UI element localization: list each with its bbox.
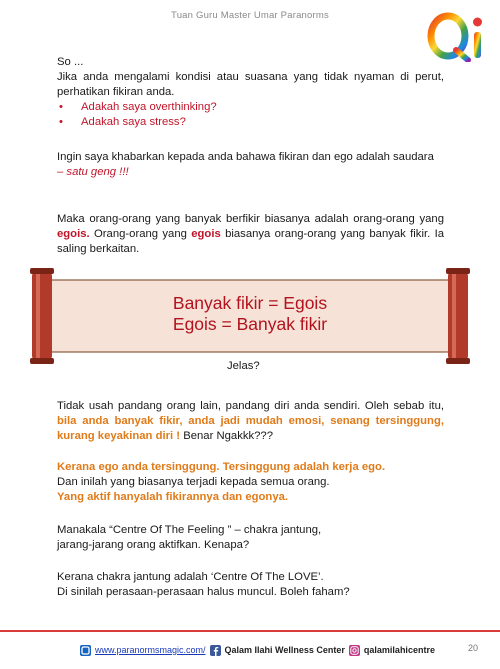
facebook-label[interactable]: Qalam Ilahi Wellness Center <box>224 645 345 655</box>
love-block <box>57 570 444 600</box>
instagram-label[interactable]: qalamilahicentre <box>363 645 435 655</box>
ego-line-1: Kerana ego anda tersinggung. Tersinggung adalah kerja ego. <box>57 461 386 473</box>
facebook-icon <box>210 645 221 656</box>
satu-geng-text: – satu geng !!! <box>57 166 129 178</box>
instagram-icon <box>349 645 360 656</box>
bullet-item: • Adakah saya overthinking? <box>59 101 217 113</box>
bullet-list <box>57 100 444 130</box>
ego-line-2: Dan inilah yang biasanya terjadi kepada semua orang. <box>57 476 330 488</box>
egois-emph: egois. <box>57 228 90 240</box>
footer-rule <box>0 630 500 632</box>
page-number: 20 <box>468 643 479 653</box>
website-link[interactable]: www.paranormsmagic.com/ <box>95 645 206 655</box>
page-header-title: Tuan Guru Master Umar Paranorms <box>171 10 329 21</box>
saudara-block <box>57 150 444 180</box>
scroll-line-1: Banyak fikir = Egois <box>172 293 328 313</box>
love-line-1: Kerana chakra jantung adalah ‘Centre Of The LOVE’. <box>57 571 324 583</box>
jelas-text: Jelas? <box>227 360 260 372</box>
intro-block <box>57 55 444 130</box>
footer <box>80 641 435 659</box>
ego-block <box>57 460 444 505</box>
bullet-item: • Adakah saya stress? <box>59 116 186 128</box>
love-line-2: Di sinilah perasaan-perasaan halus muncul. Boleh faham? <box>57 586 350 598</box>
intro-so: So ... <box>57 56 84 68</box>
blogger-icon <box>80 645 91 656</box>
intro-line: Jika anda mengalami kondisi atau suasana yang tidak nyaman di perut, perhatikan fikiran anda. <box>57 71 444 98</box>
scroll-equation <box>0 293 500 335</box>
scroll-line-2: Egois = Banyak fikir <box>172 314 328 334</box>
egois-emph: egois <box>191 228 221 240</box>
chakra-line-2: jarang-jarang orang aktifkan. Kenapa? <box>57 539 250 551</box>
ego-line-3: Yang aktif hanyalah fikirannya dan egonya. <box>57 491 289 503</box>
pandang-paragraph: Tidak usah pandang orang lain, pandang diri anda sendiri. Oleh sebab itu, bila anda banyak fikir, anda jadi mudah emosi, senang tersinggung, kurang keyakinan diri ! Benar Ngakkk??? <box>57 400 444 442</box>
orange-emph: bila anda banyak fikir, anda jadi mudah emosi, senang tersinggung, kurang keyakinan diri ! <box>57 415 444 442</box>
chakra-block <box>57 523 444 553</box>
egois-paragraph: Maka orang-orang yang banyak berfikir biasanya adalah orang-orang yang egois. Orang-orang yang egois biasanya orang-orang yang banyak fikir. Ia saling berkaitan. <box>57 213 444 255</box>
chakra-line-1: Manakala “Centre Of The Feeling ” – chakra jantung, <box>57 524 322 536</box>
saudara-text: Ingin saya khabarkan kepada anda bahawa fikiran dan ego adalah saudara <box>57 151 434 163</box>
